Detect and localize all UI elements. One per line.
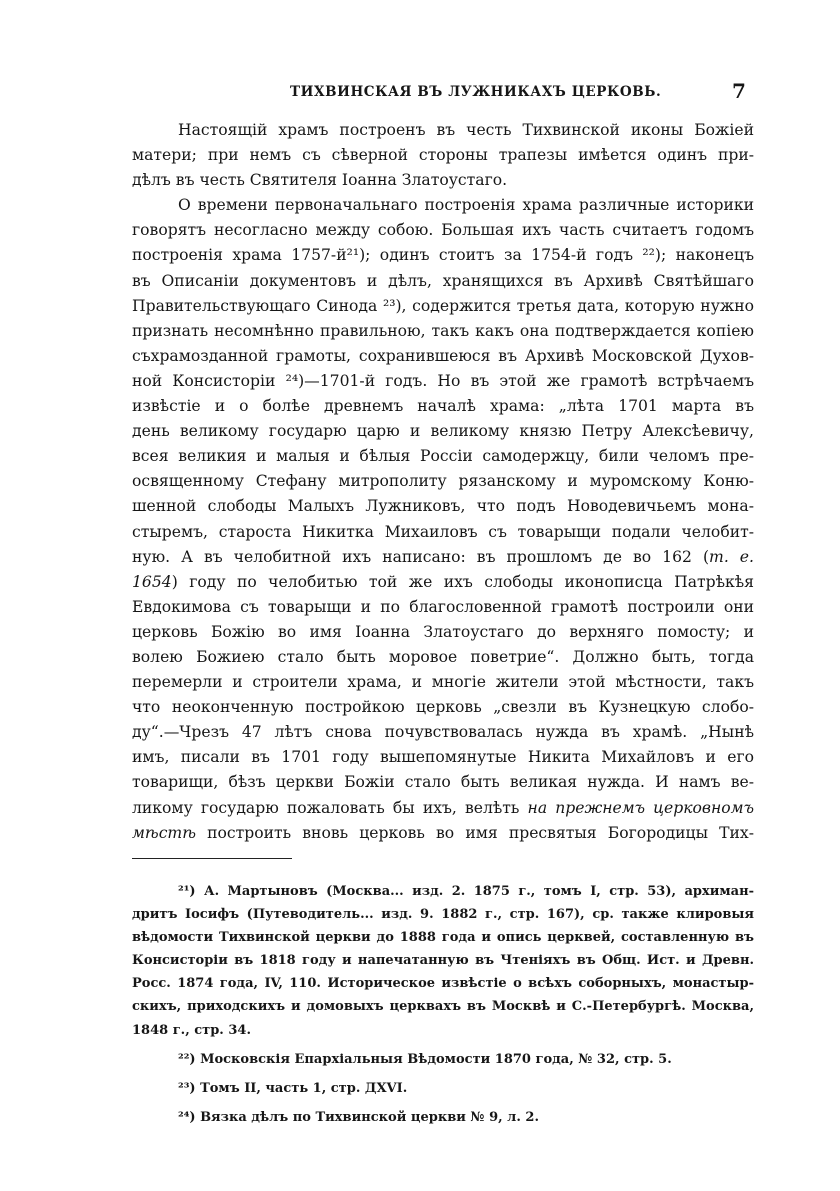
footnote-line: ²²) Московскія Епархіальныя Вѣдомости 1870 года, № 32, стр. 5. [178,1051,672,1067]
text-line: день великому государю царю и великому князю Петру Алексѣевичу, [132,422,754,441]
text-line: О времени первоначальнаго построенія храма различные историки [178,196,754,215]
text-line: матери; при немъ съ сѣверной стороны трапезы имѣется одинъ при- [132,146,754,165]
text-line: ную. А въ челобитной ихъ написано: въ прошломъ де во 162 (т. е. [132,547,754,566]
footnote-line: ²¹) А. Мартыновъ (Москва... изд. 2. 1875 г., томъ І, стр. 53), архиман- [178,884,754,899]
text-line: мѣстѣ построить вновь церковь во имя пресвятыя Богородицы Тих- [132,823,754,842]
text-line: съхрамозданной грамоты, сохранившеюся въ Архивѣ Московской Духов- [132,346,754,365]
footnote-line: вѣдомости Тихвинской церкви до 1888 года и опись церквей, составленную въ [132,930,754,946]
footnote-line: скихъ, приходскихъ и домовыхъ церквахъ въ Москвѣ и С.-Петербургѣ. Москва, [132,999,754,1015]
footnote-line: 1848 г., стр. 34. [132,1022,251,1038]
footnote-line: ²³) Томъ II, часть 1, стр. ДХVІ. [178,1080,408,1096]
text-line: Правительствующаго Синода ²³), содержится третья дата, которую нужно [132,296,754,315]
text-line: дѣлъ въ честь Святителя Іоанна Златоустаго. [132,171,508,190]
text-line: церковь Божію во имя Іоанна Златоустаго до верхняго помосту; и [132,622,754,641]
footnote-line: Росс. 1874 года, IV, 110. Историческое извѣстіе о всѣхъ соборныхъ, монастыр- [132,976,754,992]
main-text [132,118,754,846]
footnotes [132,880,754,1129]
text-line: извѣстіе и о болѣе древнемъ началѣ храма: „лѣта 1701 марта въ [132,397,754,416]
text-line: ду“.—Чрезъ 47 лѣтъ снова почувствовалась нужда въ храмѣ. „Нынѣ [132,723,754,742]
text-line: товарищи, бѣзъ церкви Божіи стало быть великая нужда. И намъ ве- [132,773,754,792]
text-line: освященному Стефану митрополиту рязанскому и муромскому Коню- [132,472,754,491]
text-line: шенной слободы Малыхъ Лужниковъ, что подъ Новодевичьемъ мона- [132,497,754,516]
text-line: въ Описаніи документовъ и дѣлъ, хранящихся въ Архивѣ Святѣйшаго [132,271,754,290]
text-line: признать несомнѣнно правильною, такъ какъ она подтверждается копіею [132,321,754,340]
text-line: стыремъ, староста Никитка Михаиловъ съ товарыщи подали челобит- [132,522,754,541]
text-line: ликому государю пожаловать бы ихъ, велѣть на прежнемъ церковномъ [132,798,754,817]
text-line: говорятъ несогласно между собою. Большая ихъ часть считаетъ годомъ [132,221,754,240]
text-line: волею Божиею стало быть моровое поветрие“. Должно быть, тогда [132,647,754,666]
footnote-line: дритъ Іосифъ (Путеводитель... изд. 9. 1882 г., стр. 167), ср. также клировыя [132,907,754,923]
text-line: ной Консисторіи ²⁴)—1701-й годъ. Но въ этой же грамотѣ встрѣчаемъ [132,371,754,390]
footnote-line: ²⁴) Вязка дѣлъ по Тихвинской церкви № 9, л. 2. [178,1109,539,1125]
footnote-separator [132,858,292,859]
running-header: ТИХВИНСКАЯ ВЪ ЛУЖНИКАХЪ ЦЕРКОВЬ. [290,84,662,100]
text-line: перемерли и строители храма, и многіе жители этой мѣстности, такъ [132,673,754,692]
page-number: 7 [732,79,746,103]
text-line: Евдокимова съ товарыщи и по благословенной грамотѣ построили они [132,597,754,616]
text-line: имъ, писали въ 1701 году вышепомянутые Никита Михайловъ и его [132,748,754,767]
text-line: что неоконченную постройкою церковь „свезли въ Кузнецкую слобо- [132,698,754,717]
text-line: построенія храма 1757-й²¹); одинъ стоитъ за 1754-й годъ ²²); наконецъ [132,246,754,265]
text-line: всея великия и малыя и бѣлыя Россіи самодержцу, били челомъ пре- [132,447,754,466]
text-line: Настоящій храмъ построенъ въ честь Тихвинской иконы Божіей [178,121,754,139]
footnote-line: Консисторіи въ 1818 году и напечатанную въ Чтеніяхъ въ Общ. Ист. и Древн. [132,953,754,969]
text-line: 1654) году по челобитью той же ихъ слободы иконописца Патрѣкѣя [132,572,754,591]
